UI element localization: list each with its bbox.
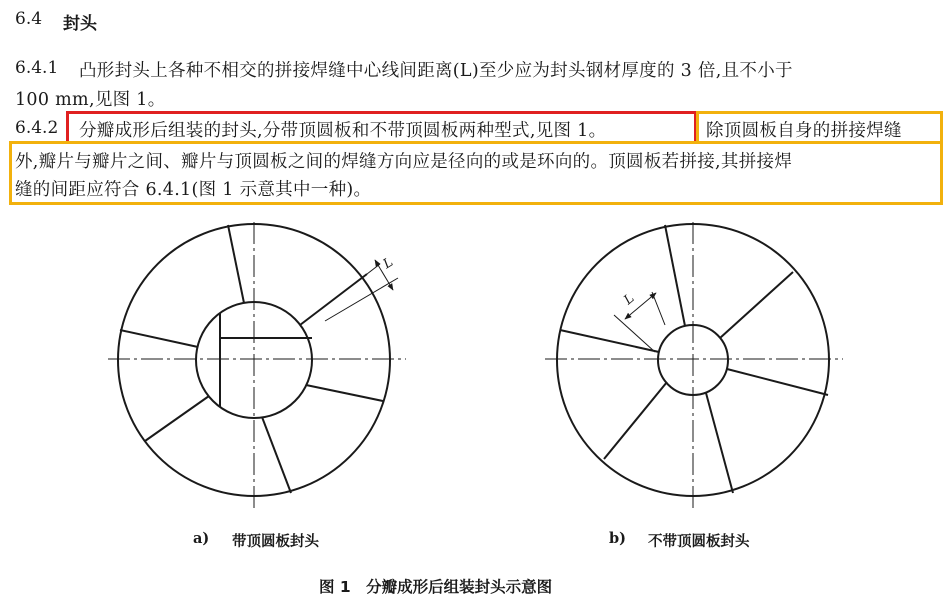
highlighted-text: 除顶圆板自身的拼接焊缝: [706, 121, 902, 141]
subfigure-a-drawing: [108, 222, 406, 511]
radial-weld: [145, 396, 209, 441]
radial-weld: [720, 272, 793, 338]
section-number: 6.4: [15, 9, 43, 29]
dimension-extension-line: [325, 278, 398, 321]
subfigure-caption: 带顶圆板封头: [232, 534, 319, 550]
highlighted-text: 外,瓣片与瓣片之间、瓣片与顶圆板之间的焊缝方向应是径向的或是环向的。顶圆板若拼接,其拼接焊: [15, 152, 793, 172]
clause-number: 6.4.2: [15, 118, 59, 138]
radial-weld: [604, 382, 667, 459]
clause-number: 6.4.1: [15, 58, 59, 78]
radial-weld: [306, 385, 383, 401]
dimension-extension-line: [652, 292, 665, 325]
section-title: 封头: [63, 14, 97, 34]
subfigure-caption: 不带顶圆板封头: [648, 534, 750, 550]
clause-text-line: 凸形封头上各种不相交的拼接焊缝中心线间距离(L)至少应为封头钢材厚度的 3 倍,且不小于: [79, 61, 793, 81]
radial-weld: [706, 393, 733, 493]
figure-caption: 图 1 分瓣成形后组装封头示意图: [319, 578, 553, 596]
clause-text-line: 100 mm,见图 1。: [15, 90, 166, 110]
subfigure-b-drawing: [545, 222, 843, 511]
radial-weld: [727, 369, 828, 395]
dimension-label: L: [621, 290, 638, 309]
highlighted-text: 分瓣成形后组装的封头,分带顶圆板和不带顶圆板两种型式,见图 1。: [79, 121, 607, 141]
radial-weld: [228, 225, 244, 303]
radial-weld: [120, 330, 198, 347]
radial-weld: [560, 330, 659, 352]
dimension-label: L: [380, 254, 396, 273]
radial-weld: [262, 417, 291, 493]
subfigure-tag: b): [609, 530, 626, 547]
highlighted-text: 缝的间距应符合 6.4.1(图 1 示意其中一种)。: [15, 180, 372, 200]
radial-weld: [665, 225, 685, 326]
subfigure-tag: a): [193, 530, 210, 547]
radial-weld: [300, 274, 367, 325]
